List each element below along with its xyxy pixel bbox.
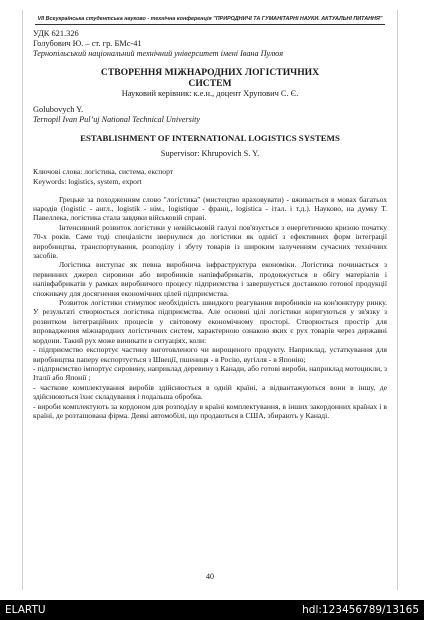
supervisor-en: Supervisor: Khrupovich S. Y. (160, 149, 260, 159)
paragraph: Інтенсивний розвиток логістики у невійськовій галузі пов'язується з енергетичною кризою початку 70-х років. Саме тоді спеціалісти звернулися до логістики як однієї з ефективних форм інтеграції виробництва, транспортування, розподілу і збуту товарів із широким залученням сучасних технічних засобів. (33, 222, 387, 261)
body-text (33, 195, 387, 421)
document-page (22, 10, 398, 590)
handle-link[interactable]: hdl:123456789/13165 (302, 604, 419, 616)
conference-header: VII Всеукраїнська студентська науково - технічна конференція "ПРИРОДНИЧІ ТА ГУМАНІТАРНІ НАУКИ. АКТУАЛЬНІ ПИТАННЯ" (35, 16, 385, 25)
paragraph: Грецьке за походженням слово "логістика" (мистецтво враховувати) - вживається в мовах багатьох народів (logistic - англ., logistik - нім., logistique - франц., logistica - італ. і т.д.). Науково, на думку Т. Павеллека, логістика стала завдяки військовій справі. (33, 194, 387, 223)
paragraph: Розвиток логістики стимулює необхідність швидкого реагування виробників на кон'юнктуру ринку. У результаті створюється логістика підприємства. Але основні цілі логістики коригуються у зв'язку з розвитком інтеграційних процесів у світовому економічному просторі. Створюється простір для впровадження міжнародних логістичних систем, характерною ознакою яких є рух товарів через державні кордони. Такий рух може виникати в ситуаціях, коли: (33, 298, 387, 345)
university-en: Ternopil Ivan Pul’uj National Technical University (33, 115, 200, 125)
university-ua: Тернопільський національний технічний університет імені Івана Пулюя (33, 49, 284, 59)
page-number: 40 (206, 572, 214, 581)
list-item: - підприємство імпортує сировину, наприклад деревину з Канади, або готові вироби, наприклад мотоцикли, з Італії або Японії ; (33, 363, 387, 383)
udk-code: УДК 621.326 (33, 29, 79, 39)
status-bar (0, 600, 424, 620)
keywords-ua: Ключові слова: логістика, система, експорт (33, 167, 174, 177)
author-en: Golubovych Y. (33, 105, 84, 115)
title-ua: СТВОРЕННЯ МІЖНАРОДНИХ ЛОГІСТИЧНИХ СИСТЕМ (100, 67, 320, 90)
repository-name: ELARTU (5, 604, 46, 616)
title-en: ESTABLISHMENT OF INTERNATIONAL LOGISTICS SYSTEMS (80, 133, 340, 144)
supervisor-ua: Науковий керівник: к.е.н., доцент Хрупович С. Є. (121, 89, 299, 99)
list-item: - часткове комплектування виробів здійснюється в одній країні, а відвантажуються вони в іншу, де здійснюються їхнє складування і подальша обробка. (33, 382, 387, 402)
list-item: - вироби комплектують за кордоном для розподілу в країні комплектування, в інших закордонних країнах і в країні, де розташована фірма. Деякі автомобілі, що продаються в США, збирають у Канаді. (33, 401, 387, 420)
list-item: - підприємство експортує частину виготовленого чи вирощеного продукту. Наприклад, устаткування для виробництва паперу експортується з Швеції, пшениця - в Росію, вугілля - в Японію; (33, 345, 387, 364)
author-ua: Голубович Ю. – ст. гр. БМс-41 (33, 39, 142, 49)
paragraph: Логістика виступає як певна виробнича інфраструктура економіки. Логістика починається з первинних джерел сировини або виробників напівфабрикатів, продовжується в обігу матеріалів і напівфабрикатів у рамках виробничого процесу підприємства і завершується доставкою готової продукції споживачу для досягнення економічних цілей підприємства. (33, 260, 387, 298)
keywords-block (33, 167, 387, 186)
keywords-en: Keywords: logistics, system, export (33, 177, 142, 186)
